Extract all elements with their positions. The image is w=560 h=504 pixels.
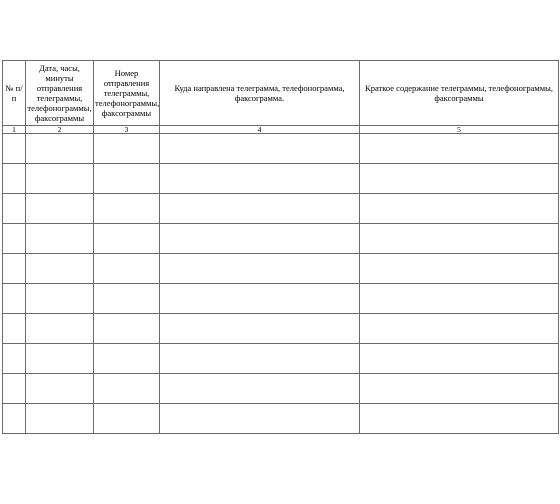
table-cell[interactable]: [94, 344, 160, 374]
table-cell[interactable]: [94, 404, 160, 434]
table-cell[interactable]: [94, 284, 160, 314]
table-cell[interactable]: [94, 254, 160, 284]
table-cell[interactable]: [3, 134, 26, 164]
column-number: 1: [3, 126, 26, 134]
table-cell[interactable]: [26, 314, 94, 344]
table-row: [3, 224, 559, 254]
table-cell[interactable]: [160, 344, 360, 374]
table-cell[interactable]: [360, 254, 559, 284]
table-cell[interactable]: [160, 164, 360, 194]
column-number: 4: [160, 126, 360, 134]
table-cell[interactable]: [3, 224, 26, 254]
table-cell[interactable]: [360, 134, 559, 164]
table-cell[interactable]: [160, 134, 360, 164]
table-row: [3, 164, 559, 194]
table-cell[interactable]: [94, 164, 160, 194]
table-cell[interactable]: [160, 404, 360, 434]
table-cell[interactable]: [94, 374, 160, 404]
header-cell: № п/п: [3, 61, 26, 126]
table-cell[interactable]: [160, 284, 360, 314]
header-row: [3, 61, 559, 126]
table-cell[interactable]: [3, 254, 26, 284]
table-cell[interactable]: [360, 164, 559, 194]
header-cell: Дата, часы, минуты отправления телеграммы, телефонограммы, факсограммы: [26, 61, 94, 126]
table-cell[interactable]: [160, 254, 360, 284]
table-cell[interactable]: [160, 314, 360, 344]
table-cell[interactable]: [26, 284, 94, 314]
telegram-log-table: [2, 60, 559, 434]
header-cell: Номер отправления телеграммы, телефонограммы, факсограммы: [94, 61, 160, 126]
table-cell[interactable]: [360, 374, 559, 404]
table-cell[interactable]: [94, 194, 160, 224]
table-cell[interactable]: [3, 404, 26, 434]
table-row: [3, 254, 559, 284]
table-cell[interactable]: [3, 194, 26, 224]
table-cell[interactable]: [3, 344, 26, 374]
table-cell[interactable]: [360, 224, 559, 254]
table-row: [3, 374, 559, 404]
table-cell[interactable]: [26, 194, 94, 224]
table-cell[interactable]: [26, 224, 94, 254]
table-cell[interactable]: [94, 134, 160, 164]
table-cell[interactable]: [160, 374, 360, 404]
table-cell[interactable]: [3, 374, 26, 404]
table-cell[interactable]: [26, 254, 94, 284]
table-cell[interactable]: [360, 404, 559, 434]
column-number: 2: [26, 126, 94, 134]
table-row: [3, 194, 559, 224]
table-cell[interactable]: [360, 344, 559, 374]
table-cell[interactable]: [94, 314, 160, 344]
column-number: 3: [94, 126, 160, 134]
table-cell[interactable]: [3, 164, 26, 194]
table-row: [3, 314, 559, 344]
table-cell[interactable]: [26, 344, 94, 374]
table-cell[interactable]: [360, 194, 559, 224]
table-row: [3, 284, 559, 314]
table-cell[interactable]: [26, 134, 94, 164]
column-number: 5: [360, 126, 559, 134]
column-number-row: [3, 126, 559, 134]
table-cell[interactable]: [26, 374, 94, 404]
table-cell[interactable]: [3, 284, 26, 314]
table-row: [3, 134, 559, 164]
table-cell[interactable]: [160, 194, 360, 224]
table-cell[interactable]: [360, 284, 559, 314]
table-cell[interactable]: [360, 314, 559, 344]
header-cell: Краткое содержание телеграммы, телефонограммы, факсограммы: [360, 61, 559, 126]
table-cell[interactable]: [26, 404, 94, 434]
table-cell[interactable]: [160, 224, 360, 254]
table-row: [3, 404, 559, 434]
table-cell[interactable]: [94, 224, 160, 254]
table-row: [3, 344, 559, 374]
table-cell[interactable]: [26, 164, 94, 194]
table-cell[interactable]: [3, 314, 26, 344]
header-cell: Куда направлена телеграмма, телефонограмма, факсограмма.: [160, 61, 360, 126]
